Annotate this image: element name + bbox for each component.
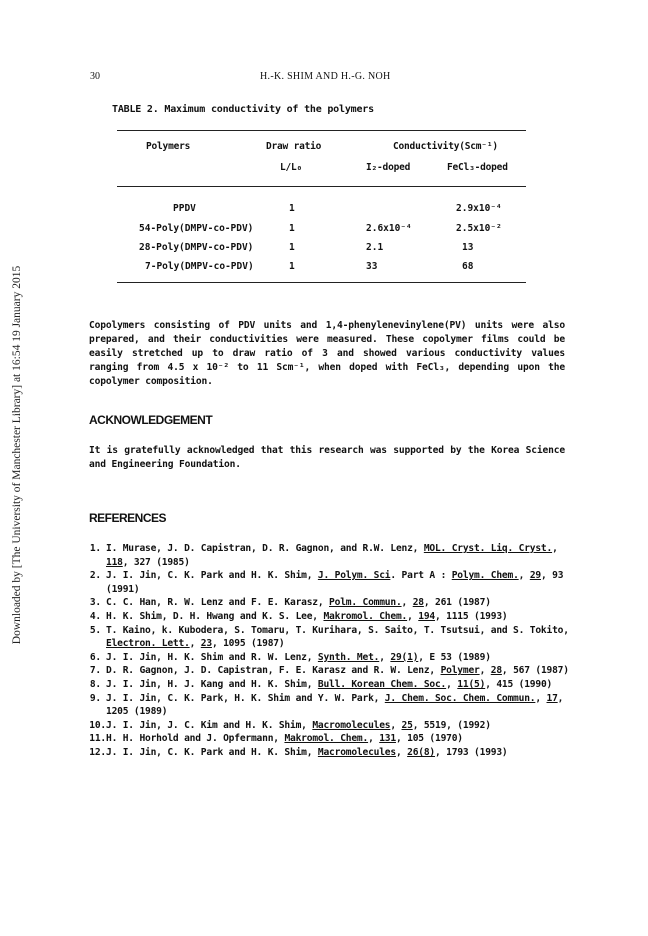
- reference-number: 11.: [89, 733, 106, 745]
- reference-text: D. R. Gagnon, J. D. Capistran, F. E. Karasz and R. W. Lenz, Polymer, 28, 567 (1987): [106, 665, 569, 677]
- table-cell-draw: 1: [289, 261, 295, 272]
- volume: 11(5): [457, 678, 486, 690]
- reference-item: [89, 624, 569, 651]
- running-head: H.-K. SHIM AND H.-G. NOH: [260, 71, 391, 82]
- reference-item: [89, 651, 569, 665]
- reference-item: [89, 664, 569, 678]
- reference-text: J. I. Jin, C. K. Park, H. K. Shim and Y. W. Park, J. Chem. Soc. Chem. Commun., 17, 1205 (1989): [106, 692, 564, 718]
- journal-title: MOL. Cryst. Liq. Cryst.: [423, 543, 553, 554]
- volume: 131: [379, 733, 396, 745]
- reference-text: J. I. Jin, J. C. Kim and H. K. Shim, Macromolecules, 25, 5519, (1992): [106, 719, 491, 731]
- table-cell-i2: 2.6x10⁻⁴: [366, 223, 412, 234]
- table-caption: TABLE 2. Maximum conductivity of the polymers: [112, 104, 374, 115]
- reference-text: C. C. Han, R. W. Lenz and F. E. Karasz, Polm. Commun., 28, 261 (1987): [106, 597, 491, 609]
- reference-item: [89, 569, 569, 596]
- reference-item: [89, 596, 569, 610]
- table-cell-fecl3: 2.9x10⁻⁴: [456, 203, 502, 214]
- table-cell-polymer: 54-Poly(DMPV-co-PDV): [139, 223, 254, 234]
- journal-title: Makromol. Chem.: [284, 733, 369, 745]
- reference-item: [89, 719, 569, 733]
- reference-number: 6.: [89, 651, 101, 663]
- reference-text: J. I. Jin, C. K. Park and H. K. Shim, J. Polym. Sci. Part A : Polym. Chem., 29, 93 (1991): [106, 570, 564, 595]
- journal-title: Electron. Lett.: [106, 638, 190, 650]
- col-header-i2-doped: I₂-doped: [366, 162, 411, 173]
- journal-title: Synth. Met.: [317, 651, 380, 663]
- reference-text: T. Kaino, k. Kubodera, S. Tomaru, T. Kurihara, S. Saito, T. Tsutsui, and S. Tokito, Electron. Lett., 23, 1095 (1987): [106, 624, 569, 650]
- reference-text: H. K. Shim, D. H. Hwang and K. S. Lee, Makromol. Chem., 194, 1115 (1993): [106, 610, 508, 622]
- table-header-rule: [117, 186, 526, 187]
- table-cell-draw: 1: [289, 203, 295, 214]
- reference-number: 3.: [89, 597, 101, 609]
- reference-text: J. I. Jin, H. J. Kang and H. K. Shim, Bull. Korean Chem. Soc., 11(5), 415 (1990): [106, 678, 553, 690]
- reference-item: [89, 610, 569, 624]
- journal-title: Bull. Korean Chem. Soc.: [317, 678, 447, 690]
- volume: 25: [401, 719, 413, 731]
- reference-number: 9.: [89, 692, 101, 704]
- reference-number: 10.: [89, 719, 106, 731]
- download-watermark-text: Downloaded by [The University of Manchester Library] at 16:54 19 January 2015: [11, 265, 23, 645]
- col-header-draw-ratio-unit: L/L₀: [280, 162, 303, 173]
- reference-item: [89, 732, 569, 746]
- volume: 29(1): [390, 651, 419, 663]
- table-cell-draw: 1: [289, 223, 295, 234]
- volume: 29: [529, 570, 541, 582]
- reference-number: 8.: [89, 678, 101, 690]
- download-watermark: [10, 250, 24, 660]
- col-header-conductivity: Conductivity(Scm⁻¹): [393, 141, 498, 152]
- reference-number: 12.: [89, 746, 106, 758]
- table-cell-draw: 1: [289, 242, 295, 253]
- reference-item: [89, 692, 569, 719]
- journal-title: Macromolecules: [312, 719, 391, 731]
- journal-title: Polm. Commun.: [329, 597, 402, 609]
- reference-number: 5.: [89, 624, 101, 636]
- col-header-polymers: Polymers: [146, 141, 191, 152]
- journal-title: J. Chem. Soc. Chem. Commun.: [384, 692, 536, 704]
- reference-item: [89, 542, 569, 569]
- journal-title: J. Polym. Sci: [317, 570, 391, 582]
- volume: 28: [490, 665, 502, 677]
- reference-item: [89, 746, 569, 760]
- journal-title: Polym. Chem.: [451, 570, 519, 582]
- reference-text: J. I. Jin, H. K. Shim and R. W. Lenz, Synth. Met., 29(1), E 53 (1989): [106, 651, 491, 663]
- table-cell-polymer: 7-Poly(DMPV-co-PDV): [145, 261, 254, 272]
- page-number: 30: [90, 71, 100, 82]
- acknowledgement-text: It is gratefully acknowledged that this research was supported by the Korea Science and Engineering Foundation.: [89, 445, 565, 470]
- table-cell-fecl3: 68: [462, 261, 474, 272]
- reference-text: H. H. Horhold and J. Opfermann, Makromol. Chem., 131, 105 (1970): [106, 733, 463, 745]
- table-cell-polymer: 28-Poly(DMPV-co-PDV): [139, 242, 254, 253]
- table-cell-fecl3: 2.5x10⁻²: [456, 223, 502, 234]
- table-cell-i2: 33: [366, 261, 378, 272]
- acknowledgement-heading: ACKNOWLEDGEMENT: [89, 413, 213, 427]
- body-paragraph: Copolymers consisting of PDV units and 1,4-phenylenevinylene(PV) units were also prepared, and their conductivities were measured. These copolymer films could be easily stretched up to draw ratio of 3 and showed various conductivity values ranging from 4.5 x 10⁻² to 11 Scm⁻¹, when doped with FeCl₃, depending upon the copolymer composition.: [89, 320, 565, 387]
- reference-list: [89, 542, 569, 760]
- reference-item: [89, 678, 569, 692]
- journal-title: Polymer: [440, 665, 480, 677]
- table-top-rule: [117, 130, 526, 131]
- volume: 118: [106, 556, 123, 568]
- reference-number: 7.: [89, 665, 101, 677]
- reference-number: 1.: [89, 543, 101, 554]
- journal-title: Macromolecules: [317, 746, 396, 758]
- col-header-draw-ratio: Draw ratio: [266, 141, 322, 152]
- reference-text: I. Murase, J. D. Capistran, D. R. Gagnon, and R.W. Lenz, MOL. Cryst. Liq. Cryst., 118, 327 (1985): [106, 543, 558, 568]
- volume: 28: [412, 597, 424, 609]
- volume: 194: [418, 610, 435, 622]
- table-cell-fecl3: 13: [462, 242, 474, 253]
- reference-number: 2.: [89, 570, 101, 582]
- table-cell-i2: 2.1: [366, 242, 384, 253]
- reference-number: 4.: [89, 610, 101, 622]
- journal-title: Makromol. Chem.: [323, 610, 408, 622]
- table-cell-polymer: PPDV: [173, 203, 196, 214]
- volume: 26(8): [407, 746, 436, 758]
- table-bottom-rule: [117, 282, 526, 283]
- page-header: [0, 71, 648, 85]
- reference-text: J. I. Jin, C. K. Park and H. K. Shim, Macromolecules, 26(8), 1793 (1993): [106, 746, 508, 758]
- references-heading: REFERENCES: [89, 511, 167, 525]
- col-header-fecl3-doped: FeCl₃-doped: [447, 162, 508, 173]
- volume: 17: [546, 692, 558, 704]
- volume: 23: [200, 638, 212, 650]
